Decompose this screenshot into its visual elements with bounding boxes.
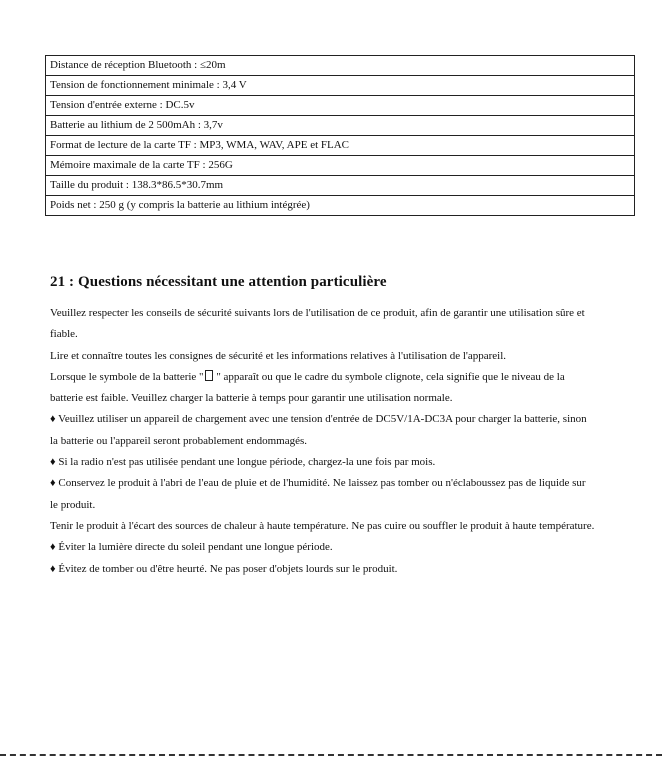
bullet-line: ♦ Éviter la lumière directe du soleil pendant une longue période.: [50, 541, 333, 554]
spec-row: [46, 116, 635, 136]
spec-cell: Mémoire maximale de la carte TF : 256G: [46, 156, 635, 176]
bullet-line: ♦ Évitez de tomber ou d'être heurté. Ne pas poser d'objets lourds sur le produit.: [50, 562, 398, 575]
spec-cell: Poids net : 250 g (y compris la batterie au lithium intégrée): [46, 196, 635, 216]
paragraph-line: fiable.: [50, 328, 78, 341]
paragraph-line: Veuillez respecter les conseils de sécurité suivants lors de l'utilisation de ce produit, afin de garantir une utilisation sûre et: [50, 307, 585, 319]
spec-cell: Format de lecture de la carte TF : MP3, WMA, WAV, APE et FLAC: [46, 136, 635, 156]
battery-symbol-line: [50, 367, 640, 388]
spec-cell: Distance de réception Bluetooth : ≤20m: [46, 56, 635, 76]
paragraph-line: le produit.: [50, 498, 96, 511]
bullet-line: ♦ Si la radio n'est pas utilisée pendant une longue période, chargez-la une fois par mois.: [50, 456, 436, 469]
spec-row: [46, 56, 635, 76]
spec-cell: Batterie au lithium de 2 500mAh : 3,7v: [46, 116, 635, 136]
section-body: [50, 303, 640, 580]
line-text-after: " apparaît ou que le cadre du symbole clignote, cela signifie que le niveau de la: [213, 370, 565, 383]
spec-cell: Tension d'entrée externe : DC.5v: [46, 96, 635, 116]
spec-row: [46, 156, 635, 176]
spec-row: [46, 196, 635, 216]
paragraph-line: Lire et connaître toutes les consignes de sécurité et les informations relatives à l'utilisation de l'appareil.: [50, 349, 507, 362]
paragraph-line: batterie est faible. Veuillez charger la batterie à temps pour garantir une utilisation normale.: [50, 392, 453, 405]
spec-row: [46, 176, 635, 196]
spec-row: [46, 136, 635, 156]
paragraph-line: Tenir le produit à l'écart des sources de chaleur à haute température. Ne pas cuire ou souffler le produit à haute température.: [50, 519, 595, 532]
spec-cell: Taille du produit : 138.3*86.5*30.7mm: [46, 176, 635, 196]
spec-row: [46, 96, 635, 116]
spec-table: [45, 55, 635, 216]
spec-cell: Tension de fonctionnement minimale : 3,4 V: [46, 76, 635, 96]
section-title: 21 : Questions nécessitant une attention particulière: [50, 274, 387, 290]
page-bottom-rule: [0, 754, 662, 756]
paragraph-line: la batterie ou l'appareil seront probablement endommagés.: [50, 434, 308, 447]
bullet-line: ♦ Veuillez utiliser un appareil de chargement avec une tension d'entrée de DC5V/1A-DC3A pour charger la batterie, sinon: [50, 413, 587, 426]
spec-row: [46, 76, 635, 96]
battery-icon: [205, 370, 213, 381]
bullet-line: ♦ Conservez le produit à l'abri de l'eau de pluie et de l'humidité. Ne laissez pas tomber ou n'éclaboussez pas de liquide sur: [50, 477, 586, 490]
line-text-before: Lorsque le symbole de la batterie ": [50, 370, 204, 383]
